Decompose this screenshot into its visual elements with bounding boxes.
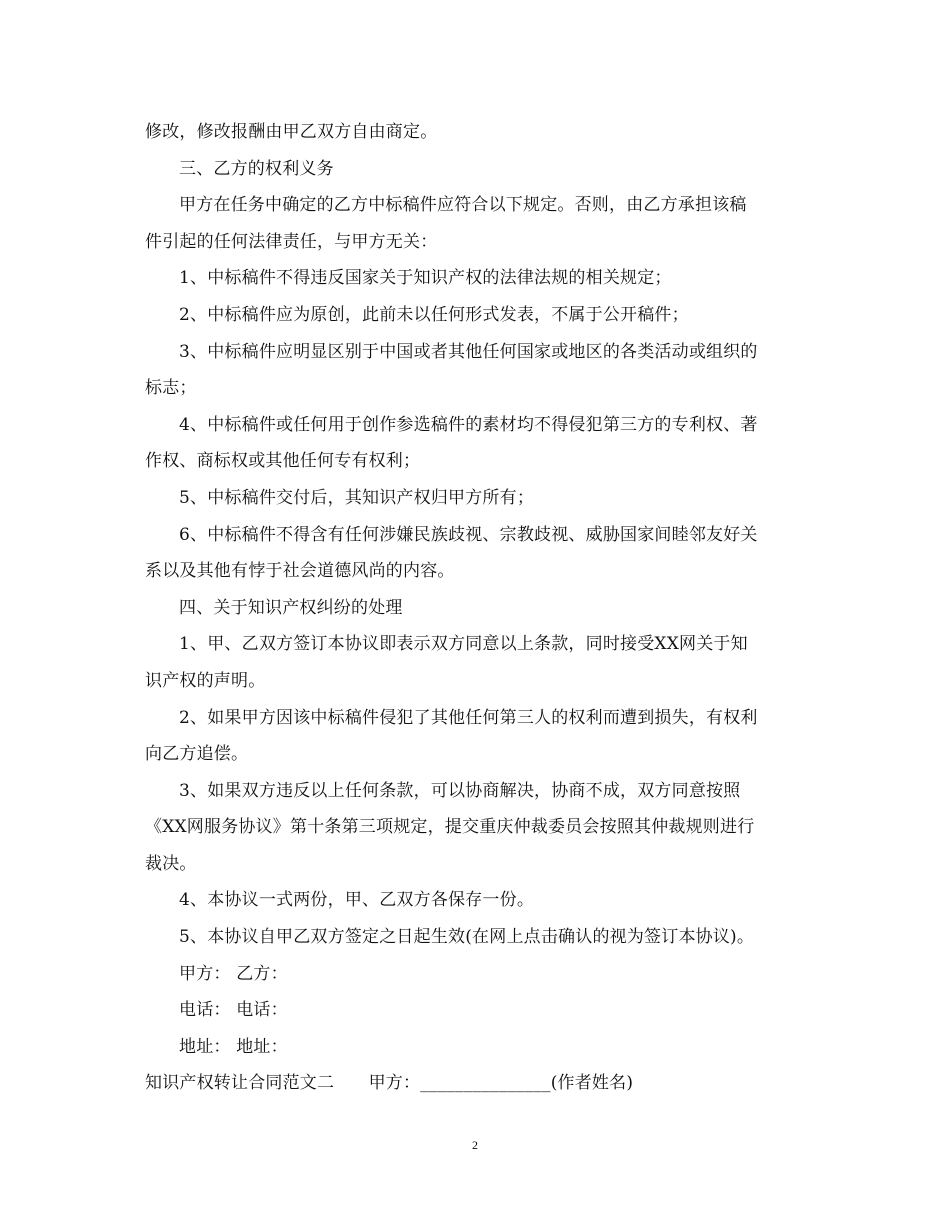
list-item: 3、如果双方违反以上任何条款，可以协商解决，协商不成，双方同意按照 (179, 780, 741, 801)
signature-address-line: 地址： 地址： (179, 1036, 288, 1057)
list-item: 4、中标稿件或任何用于创作参选稿件的素材均不得侵犯第三方的专利权、著 (179, 414, 758, 435)
text-line: 修改，修改报酬由甲乙双方自由商定。 (145, 122, 438, 142)
list-item: 1、中标稿件不得违反国家关于知识产权的法律法规的相关规定； (179, 268, 672, 289)
list-item: 2、中标稿件应为原创，此前未以任何形式发表，不属于公开稿件； (179, 304, 689, 325)
text-line: 裁决。 (145, 853, 197, 874)
document-body (145, 114, 805, 1102)
section-heading: 三、乙方的权利义务 (179, 158, 334, 179)
text-line: 标志； (145, 378, 197, 399)
text-line: 件引起的任何法律责任，与甲方无关： (145, 231, 438, 252)
list-item: 6、中标稿件不得含有任何涉嫌民族歧视、宗教歧视、威胁国家间睦邻友好关 (179, 524, 758, 545)
signature-party-line: 甲方： 乙方： (179, 963, 288, 984)
text-line: 系以及其他有悖于社会道德风尚的内容。 (145, 561, 455, 582)
signature-phone-line: 电话： 电话： (179, 1000, 288, 1021)
text-line: 向乙方追偿。 (145, 744, 249, 765)
text-line: 识产权的声明。 (145, 670, 266, 691)
next-contract-title-line: 知识产权转让合同范文二 甲方：_______________(作者姓名) (145, 1073, 634, 1094)
text-line: 《XX网服务协议》第十条第三项规定，提交重庆仲裁委员会按照其仲裁规则进行 (145, 817, 755, 838)
section-heading: 四、关于知识产权纠纷的处理 (179, 597, 403, 618)
list-item: 5、中标稿件交付后，其知识产权归甲方所有； (179, 487, 535, 508)
list-item: 2、如果甲方因该中标稿件侵犯了其他任何第三人的权利而遭到损失，有权利 (179, 707, 758, 728)
list-item: 5、本协议自甲乙双方签定之日起生效(在网上点击确认的视为签订本协议)。 (179, 927, 755, 948)
list-item: 1、甲、乙双方签订本协议即表示双方同意以上条款，同时接受XX网关于知 (179, 634, 748, 655)
list-item: 4、本协议一式两份，甲、乙双方各保存一份。 (179, 890, 535, 911)
text-line: 甲方在任务中确定的乙方中标稿件应符合以下规定。否则，由乙方承担该稿 (179, 195, 747, 216)
text-line: 作权、商标权或其他任何专有权利； (145, 451, 421, 472)
page-number: 2 (472, 1138, 478, 1152)
list-item: 3、中标稿件应明显区别于中国或者其他任何国家或地区的各类活动或组织的 (179, 341, 758, 362)
